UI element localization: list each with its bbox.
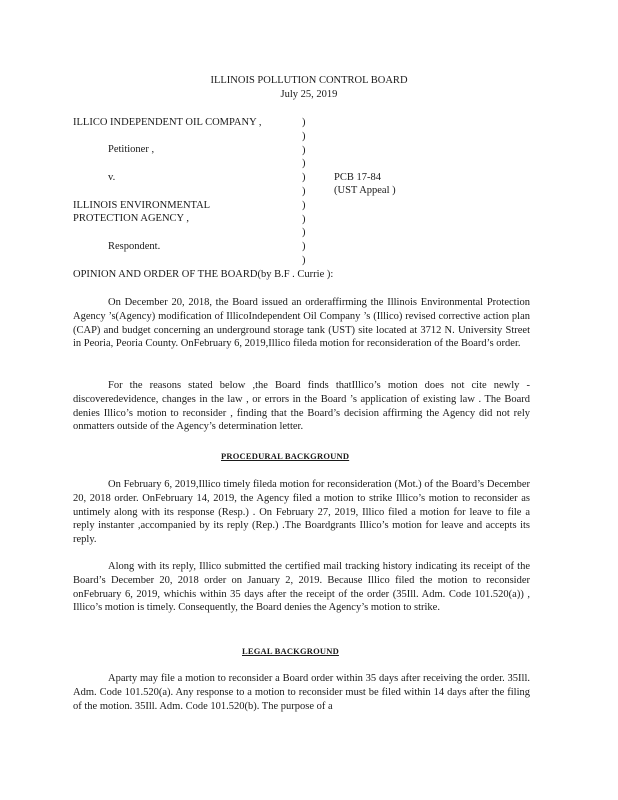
case-number: PCB 17-84 [334,172,381,183]
case-type: (UST Appeal ) [334,185,396,196]
respondent-name-line1: ILLINOIS ENVIRONMENTAL [73,200,211,211]
petitioner-name: ILLICO INDEPENDENT OIL COMPANY , [73,117,262,128]
legal-background-heading: LEGAL BACKGROUND [242,646,339,656]
board-name: ILLINOIS POLLUTION CONTROL BOARD [210,75,408,86]
versus-label: v. [108,172,116,183]
respondent-name-line2: PROTECTION AGENCY , [73,213,189,224]
opinion-title: OPINION AND ORDER OF THE BOARD(by B.F . Currie ): [73,269,334,280]
respondent-label: Respondent. [108,241,161,252]
paragraph-procedural-1: On February 6, 2019,Illico timely fileda motion for reconsideration (Mot.) of the Board’s December 20, 2018 order. OnFebruary 14, 2019, the Agency filed a motion to strike Illico’s motion to reconsider as untimely along with its response (Resp.) . On February 27, 2019, Illico filed a motion for leave to file a reply instanter ,accompanied by its reply (Rep.) .The Boardgrants Illico’s motion for leave and accepts its reply. [73,479,530,546]
caption-parentheses: ) ) ) ) ) ) ) ) ) ) ) [302,117,306,266]
paragraph-legal-1: Aparty may file a motion to reconsider a Board order within 35 days after receiving the order. 35Ill. Adm. Code 101.520(a). Any response to a motion to reconsider must be filed within 14 days after the filing of the motion. 35Ill. Adm. Code 101.520(b). The purpose of a [73,673,530,712]
paragraph-summary: For the reasons stated below ,the Board finds thatIllico’s motion does not cite newly - discoveredevidence, changes in the law , or errors in the Board ’s application of existing law . The Board denies Illico’s motion to reconsider , finding that the Board’s decision affirming the Agency did not rely onmatters outside of the Agency’s determination letter. [73,380,530,433]
paragraph-intro: On December 20, 2018, the Board issued an orderaffirming the Illinois Environmental Protection Agency ’s(Agency) modification of IllicoIndependent Oil Company ’s (Illico) revised corrective action plan (CAP) and budget concerning an underground storage tank (UST) site located at 3712 N. University Street in Peoria, Peoria County. OnFebruary 6, 2019,Illico fileda motion for reconsideration of the Board’s order. [73,297,530,350]
opinion-date: July 25, 2019 [280,89,338,100]
petitioner-label: Petitioner , [108,144,155,155]
procedural-background-heading: PROCEDURAL BACKGROUND [221,451,350,461]
paragraph-procedural-2: Along with its reply, Illico submitted the certified mail tracking history indicating its receipt of the Board’s December 20, 2018 order on January 2, 2019. Because Illico filed the motion to reconsider onFebruary 6, 2019, whichis within 35 days after the receipt of the order (35Ill. Adm. Code 101.520(a)) , Illico’s motion is timely. Consequently, the Board denies the Agency’s motion to strike. [73,561,530,614]
